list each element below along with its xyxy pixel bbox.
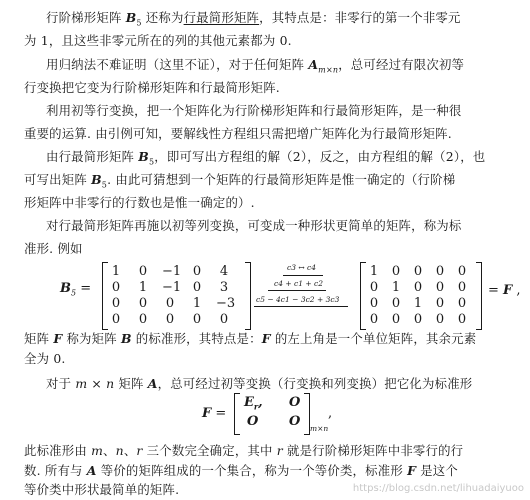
matrix-cell: 0 [165,312,175,327]
text-line: 等价类中形状最简单的矩阵. [24,482,180,497]
bracket-right [476,262,482,330]
size-subscript: m×n [310,424,329,433]
matrix-cell: 0 [369,312,379,327]
text-line: 数. 所有与 A 等价的矩阵组成的一个集合，称为一个等价类，标准形 F 是这个 [24,463,458,478]
matrix-cell: 0 [165,296,175,311]
matrix-cell: 0 [457,280,467,295]
matrix-cell: 0 [138,264,148,279]
matrix-cell: 0 [413,280,423,295]
bracket-left [234,393,240,435]
matrix-cell: −1 [162,264,182,279]
arrow-line [254,306,348,307]
matrix-cell: 0 [138,296,148,311]
matrix-cell: 0 [413,312,423,327]
matrix-cell: 0 [391,296,401,311]
matrix-cell: 0 [192,264,202,279]
standard-form-lhs: F = [202,406,227,421]
block-zero: O [289,395,301,410]
text-line: 此标准形由 m、n、r 三个数完全确定，其中 r 就是行阶梯形矩阵中非零行的行 [24,443,464,458]
matrix-cell: 1 [138,280,148,295]
text-line: 对行最简形矩阵再施以初等列变换，可变成一种形状更简单的矩阵，称为标 [46,218,462,233]
text-line: 重要的运算. 由引例可知，要解线性方程组只需把增广矩阵化为行最简形矩阵. [24,126,452,141]
watermark: https://blog.csdn.net/lihuadaiyuoo [352,483,524,494]
matrix-cell: 0 [369,280,379,295]
text-line: 全为 0. [24,351,66,366]
text-line: 对于 m × n 矩阵 A，总可经过初等变换（行变换和列变换）把它化为标准形 [46,376,473,391]
text-line: 行阶梯形矩阵 $B_5$ 还称为行最简形矩阵，其特点是：非零行的第一个非零元 [46,10,461,28]
matrix-cell: 0 [457,312,467,327]
op-label: c3 ↔ c4 [287,263,316,272]
matrix-cell: 0 [111,312,121,327]
matrix-cell: 0 [111,296,121,311]
op-label: c5 − 4c1 − 3c2 + 3c3 [256,295,340,304]
matrix-cell: 0 [391,312,401,327]
matrix-cell: 1 [192,296,202,311]
bracket-right [245,262,251,330]
text-line: 为 1，且这些非零元所在的列的其他元素都为 0. [24,33,292,48]
block-zero: O [247,414,259,429]
matrix-cell: 0 [369,296,379,311]
matrix-cell: 0 [391,264,401,279]
text-line: 准形. 例如 [24,241,83,256]
matrix-cell: 0 [457,296,467,311]
matrix-cell: 0 [219,312,229,327]
matrix-cell: 0 [413,264,423,279]
matrix-cell: 0 [435,296,445,311]
matrix-cell: 4 [219,264,229,279]
op-label: c4 + c1 + c2 [274,279,324,288]
matrix-rhs-label: = F , [488,283,521,298]
matrix-cell: 0 [435,312,445,327]
text-line: 由行最简形矩阵 $B_5$，即可写出方程组的解（2），反之，由方程组的解（2），也 [46,149,486,167]
text-line: 可写出矩阵 $B_5$. 由此可猜想到一个矩阵的行最简形矩阵是惟一确定的（行阶梯 [24,172,456,190]
text-line: 形矩阵中非零行的行数也是惟一确定的）. [24,195,255,210]
text-line: 用归纳法不难证明（这里不证），对于任何矩阵 $A_{m\times n}$，总可经过有限次初等 [46,57,465,75]
matrix-cell: −1 [162,280,182,295]
punctuation: , [328,406,333,421]
matrix-cell: 0 [457,264,467,279]
text-line: 利用初等行变换，把一个矩阵化为行阶梯形矩阵和行最简形矩阵，是一种很 [46,103,462,118]
matrix-cell: 0 [192,280,202,295]
matrix-cell: 0 [111,280,121,295]
text-line: 行变换把它变为行阶梯形矩阵和行最简形矩阵. [24,80,280,95]
text-line: 矩阵 F 称为矩阵 B 的标准形，其特点是：F 的左上角是一个单位矩阵，其余元素 [24,331,477,346]
arrow-line [283,275,323,276]
matrix-cell: 1 [369,264,379,279]
matrix-cell: 0 [435,264,445,279]
matrix-cell: 0 [192,312,202,327]
matrix-cell: 1 [413,296,423,311]
matrix-cell: 0 [435,280,445,295]
block-identity: $E_r$, [244,395,263,412]
matrix-cell: −3 [216,296,236,311]
block-zero: O [289,414,301,429]
matrix-cell: 3 [219,280,229,295]
matrix-lhs-label: $B_5$ = [60,281,92,298]
matrix-cell: 1 [111,264,121,279]
matrix-cell: 0 [138,312,148,327]
matrix-cell: 1 [391,280,401,295]
arrow-line [268,290,326,291]
term-rref: 行最简形矩阵 [183,10,260,25]
